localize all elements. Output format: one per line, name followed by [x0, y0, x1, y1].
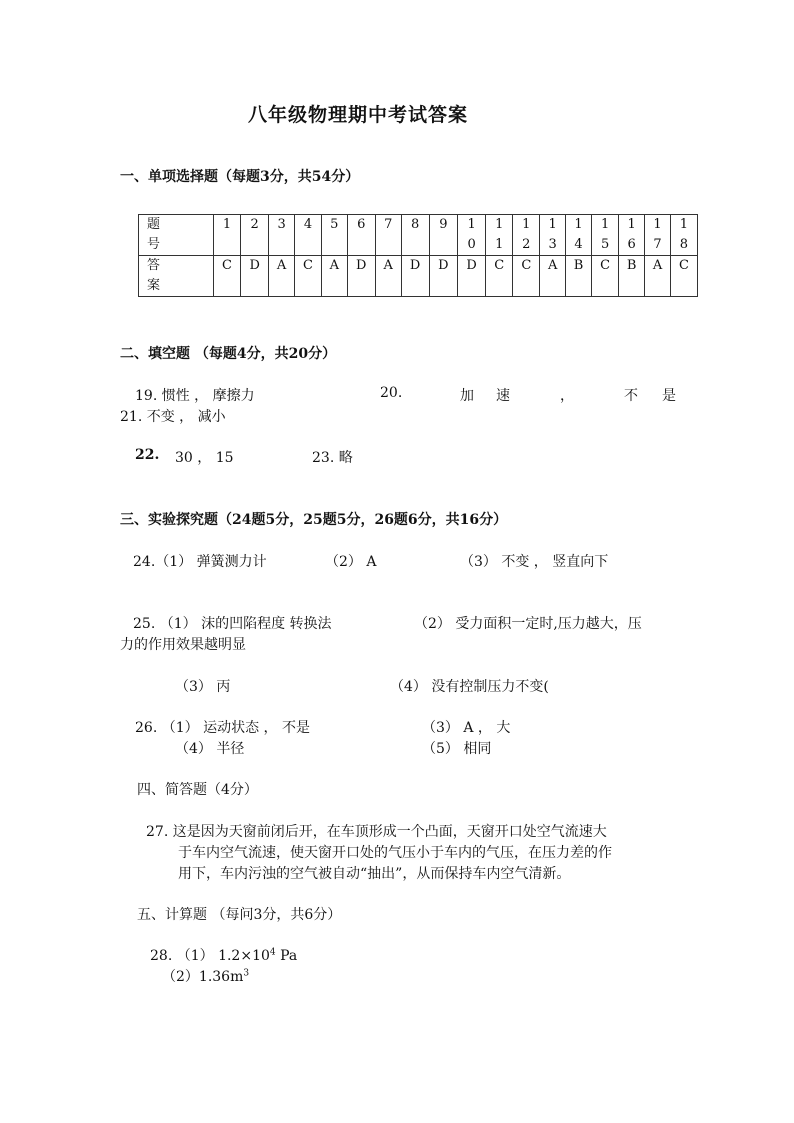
question-number-cell: 1 1 — [486, 215, 513, 256]
question-number-cell: 1 7 — [645, 215, 671, 256]
answer-cell: D — [458, 256, 486, 297]
question-number-cell: 1 6 — [619, 215, 645, 256]
answer-cell: A — [540, 256, 566, 297]
answer-22-label: 22. — [135, 447, 160, 463]
section-2-heading: 二、填空题 （每题4分，共20分） — [120, 346, 337, 362]
answer-23: 23. 略 — [312, 450, 353, 466]
answer-19: 19. 惯性 ， 摩擦力 — [135, 388, 255, 404]
answer-24-2: （2） A — [325, 554, 377, 570]
answer-21: 21. 不变 ， 减小 — [120, 409, 226, 425]
section-1-heading: 一、单项选择题（每题3分，共54分） — [120, 169, 360, 185]
answer-cell: A — [645, 256, 671, 297]
question-number-cell: 4 — [294, 215, 321, 256]
section-3-heading: 三、实验探究题（24题5分，25题5分，26题6分，共16分） — [120, 512, 508, 528]
answer-25-1: 25. （1） 沫的凹陷程度 转换法 — [133, 616, 332, 632]
answer-cell: C — [214, 256, 241, 297]
answer-28-2: $(2)1.36m^3$ — [162, 968, 250, 985]
answer-20-part: 加 — [460, 388, 474, 404]
answer-26-3: （3） A ， 大 — [422, 720, 511, 736]
question-number-cell: 1 — [214, 215, 241, 256]
question-number-row — [139, 215, 698, 256]
answer-25-2: （2） 受力面积一定时,压力越大，压 — [414, 616, 642, 632]
answer-cell: A — [269, 256, 295, 297]
answer-20-part: ， — [560, 388, 574, 404]
question-number-cell: 1 8 — [670, 215, 697, 256]
answer-27-line-1: 27. 这是因为天窗前闭后开，在车顶形成一个凸面，天窗开口处空气流速大 — [146, 824, 607, 840]
answer-cell: C — [670, 256, 697, 297]
answer-26-1: 26. （1） 运动状态 ， 不是 — [135, 720, 310, 736]
answer-cell: B — [565, 256, 591, 297]
question-number-cell: 8 — [401, 215, 429, 256]
question-number-cell: 1 5 — [592, 215, 619, 256]
answer-27-line-2: 于车内空气流速，使天窗开口处的气压小于车内的气压，在压力差的作 — [178, 845, 612, 861]
page-title: 八年级物理期中考试答案 — [248, 104, 469, 126]
answer-table — [138, 214, 698, 297]
section-4-heading: 四、简答题（4分） — [137, 782, 258, 798]
question-number-cell: 1 0 — [458, 215, 486, 256]
answer-25-3: （3） 丙 — [175, 679, 231, 695]
answer-24-3: （3） 不变 ， 竖直向下 — [460, 554, 609, 570]
answer-cell: A — [321, 256, 347, 297]
answer-cell: D — [429, 256, 457, 297]
answer-cell: A — [375, 256, 401, 297]
row-label-answer: 答 案 — [139, 256, 214, 297]
answer-row — [139, 256, 698, 297]
answer-25-4: （4） 没有控制压力不变( — [390, 679, 549, 695]
question-number-cell: 2 — [241, 215, 269, 256]
answer-cell: B — [619, 256, 645, 297]
answer-27-line-3: 用下，车内污浊的空气被自动“抽出”，从而保持车内空气清新。 — [178, 866, 571, 882]
answer-20-part: 不 — [624, 388, 638, 404]
answer-cell: C — [486, 256, 513, 297]
answer-22: 30 ， 15 — [175, 450, 234, 466]
answer-26-4: （4） 半径 — [175, 741, 245, 757]
row-label-number: 题 号 — [139, 215, 214, 256]
question-number-cell: 3 — [269, 215, 295, 256]
answer-cell: D — [241, 256, 269, 297]
answer-20-part: 是 — [662, 388, 676, 404]
question-number-cell: 6 — [347, 215, 375, 256]
answer-24-1: 24.（1） 弹簧测力计 — [133, 554, 267, 570]
answer-25-2-cont: 力的作用效果越明显 — [120, 637, 246, 653]
answer-cell: C — [294, 256, 321, 297]
answer-cell: C — [592, 256, 619, 297]
answer-26-5: （5） 相同 — [422, 741, 492, 757]
answer-20-label: 20. — [380, 385, 403, 401]
question-number-cell: 5 — [321, 215, 347, 256]
question-number-cell: 1 2 — [513, 215, 540, 256]
question-number-cell: 9 — [429, 215, 457, 256]
question-number-cell: 1 4 — [565, 215, 591, 256]
answer-20-part: 速 — [496, 388, 510, 404]
section-5-heading: 五、计算题 （每问3分，共6分） — [137, 907, 342, 923]
question-number-cell: 7 — [375, 215, 401, 256]
answer-cell: C — [513, 256, 540, 297]
answer-28-1: 28. （1） $1.2\times 10^4$ Pa — [150, 947, 298, 964]
answer-cell: D — [347, 256, 375, 297]
answer-cell: D — [401, 256, 429, 297]
question-number-cell: 1 3 — [540, 215, 566, 256]
